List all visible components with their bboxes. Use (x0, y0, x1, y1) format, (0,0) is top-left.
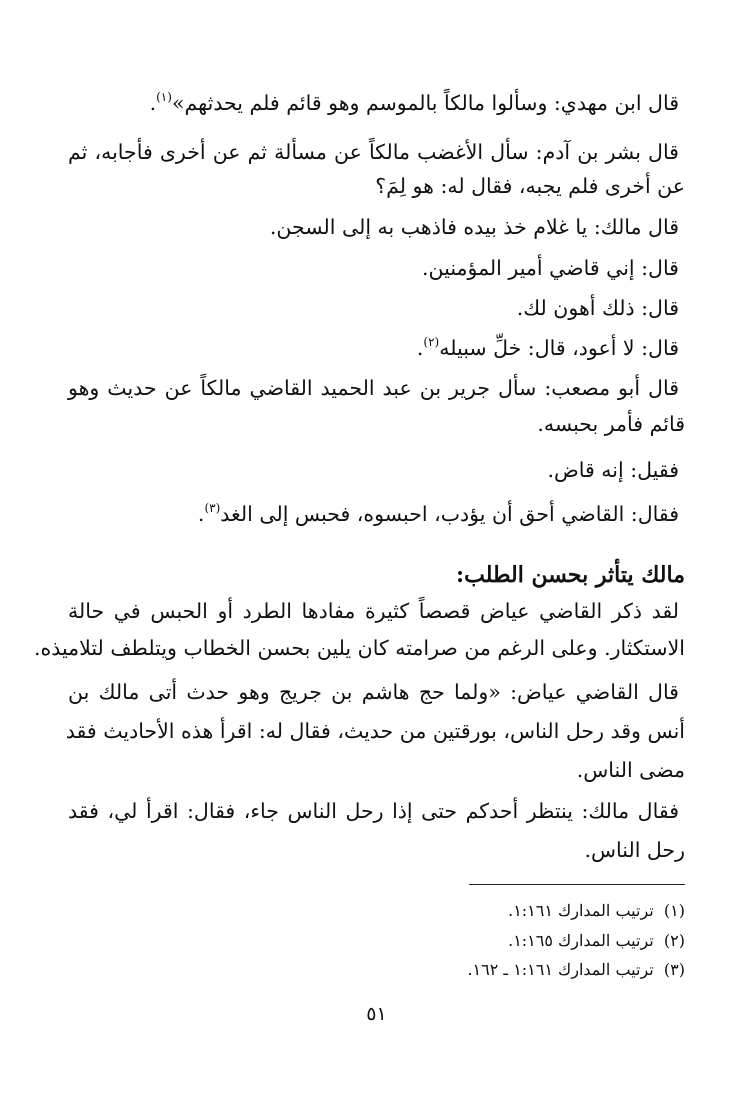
section-heading: مالك يتأثر بحسن الطلب: (455, 562, 685, 588)
paragraph-line: قال القاضي عياض: «ولما حج هاشم بن جريج وهو حدث أتى مالك بن (68, 680, 679, 704)
footnote: (٣) ترتيب المدارك ١:١٦١ ـ ١٦٢. (467, 960, 685, 979)
paragraph-line: لقد ذكر القاضي عياض قصصاً كثيرة مفادها الطرد أو الحبس في حالة (68, 599, 679, 623)
paragraph-line: قال: ذلك أهون لك. (516, 296, 679, 320)
paragraph-line: فقال مالك: ينتظر أحدكم حتى إذا رحل الناس جاء، فقال: اقرأ لي، فقد (68, 799, 679, 823)
paragraph-line: رحل الناس. (584, 838, 685, 862)
paragraph-line: قال ابن مهدي: وسألوا مالكاً بالموسم وهو قائم فلم يحدثهم»$^{(١)}$. (149, 90, 679, 115)
footnote-ref: (١) (156, 90, 172, 104)
paragraph-line: قال أبو مصعب: سأل جرير بن عبد الحميد القاضي مالكاً عن حديث وهو (68, 376, 679, 400)
paragraph-line: فقيل: إنه قاض. (547, 458, 679, 482)
paragraph-line: قال: إني قاضي أمير المؤمنين. (422, 256, 679, 280)
paragraph-line: فقال: القاضي أحق أن يؤدب، احبسوه، فحبس إلى الغد$^{(٣)}$. (197, 501, 679, 526)
footnote-separator (469, 884, 685, 885)
paragraph-line: الاستكثار. وعلى الرغم من صرامته كان يلين بحسن الخطاب ويتلطف لتلاميذه. (33, 636, 685, 660)
paragraph-line: مضى الناس. (576, 758, 685, 782)
paragraph-line: عن أخرى فلم يجبه، فقال له: هو لِمَ؟ (375, 174, 685, 198)
footnote-ref: (٢) (423, 335, 440, 349)
paragraph-line: قائم فأمر بحبسه. (537, 412, 685, 436)
paragraph-line: قال مالك: يا غلام خذ بيده فاذهب به إلى السجن. (269, 215, 679, 239)
page-number: ٥١ (366, 1003, 387, 1025)
paragraph-line: قال بشر بن آدم: سأل الأغضب مالكاً عن مسألة ثم عن أخرى فأجابه، ثم (68, 140, 679, 164)
footnote-ref: (٣) (204, 501, 221, 515)
footnote: (١) ترتيب المدارك ١:١٦١. (508, 901, 685, 920)
paragraph-line: أنس وقد رحل الناس، بورقتين من حديث، فقال له: اقرأ هذه الأحاديث فقد (65, 719, 685, 743)
footnote: (٢) ترتيب المدارك ١:١٦٥. (508, 931, 685, 950)
paragraph-line: قال: لا أعود، قال: خلِّ سبيله$^{(٢)}$. (416, 335, 679, 360)
